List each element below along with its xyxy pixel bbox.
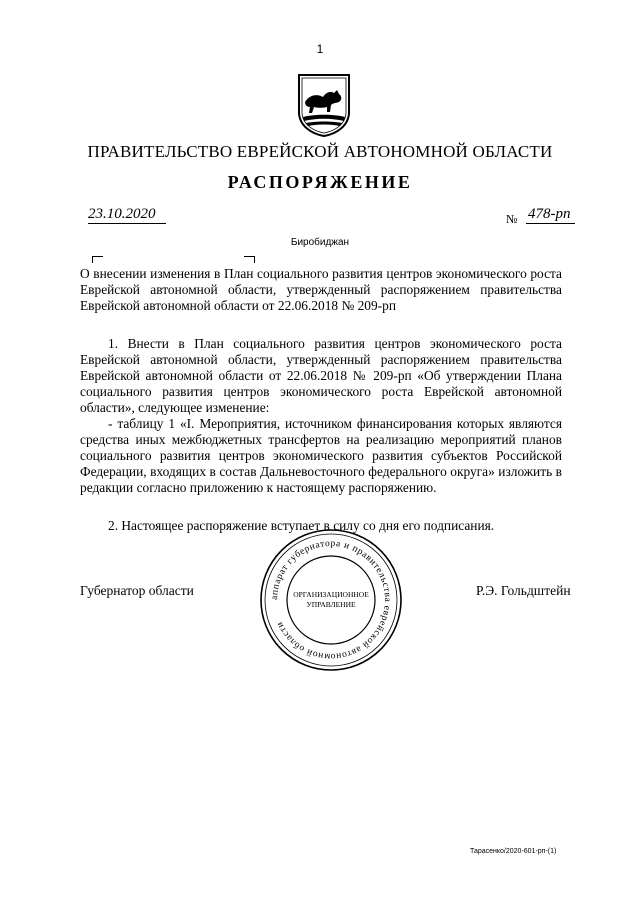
organization-name: ПРАВИТЕЛЬСТВО ЕВРЕЙСКОЙ АВТОНОМНОЙ ОБЛАСТИ	[87, 142, 553, 161]
document-type: РАСПОРЯЖЕНИЕ	[227, 172, 413, 192]
official-stamp	[258, 527, 404, 673]
city: Биробиджан	[290, 237, 350, 248]
document-date: 23.10.2020	[88, 206, 166, 224]
stamp-center-line2: УПРАВЛЕНИЕ	[306, 600, 356, 609]
page-number: 1	[316, 42, 324, 56]
paragraph-1: 1. Внести в План социального развития центров экономического роста Еврейской автономной области, утвержденный распоряжением правительства Еврейской автономной области от 22.06.2018 № 209-рп «Об утверждении Плана социального развития центров экономического роста Еврейской автономной области», следующее изменение:	[80, 336, 562, 415]
footer-reference: Тарасенко/2020-601-рп-(1)	[470, 848, 557, 855]
signatory-title: Губернатор области	[80, 583, 194, 598]
document-number: 478-рп	[526, 206, 575, 224]
paragraph-2: - таблицу 1 «I. Мероприятия, источником финансирования которых являются средства иных межбюджетных трансфертов на реализацию мероприятий планов социального развития центров экономического развития субъектов Российской Федерации, входящих в состав Дальневосточного федерального округа» изложить в редакции согласно приложению к настоящему распоряжению.	[80, 416, 562, 495]
signatory-name: Р.Э. Гольдштейн	[476, 583, 571, 598]
paragraph-3: 2. Настоящее распоряжение вступает в силу со дня его подписания.	[108, 518, 495, 533]
stamp-ring-text: аппарат губернатора и правительства еврейской автономной области	[269, 538, 393, 662]
corner-mark-left	[92, 256, 103, 263]
corner-mark-right	[244, 256, 255, 263]
number-prefix: №	[506, 212, 518, 226]
coat-of-arms-icon	[296, 72, 352, 138]
document-subject: О внесении изменения в План социального развития центров экономического роста Еврейской автономной области, утвержденный распоряжением правительства Еврейской автономной области от 22.06.2018 № 209-рп	[80, 266, 562, 313]
stamp-center-line1: ОРГАНИЗАЦИОННОЕ	[293, 590, 369, 599]
